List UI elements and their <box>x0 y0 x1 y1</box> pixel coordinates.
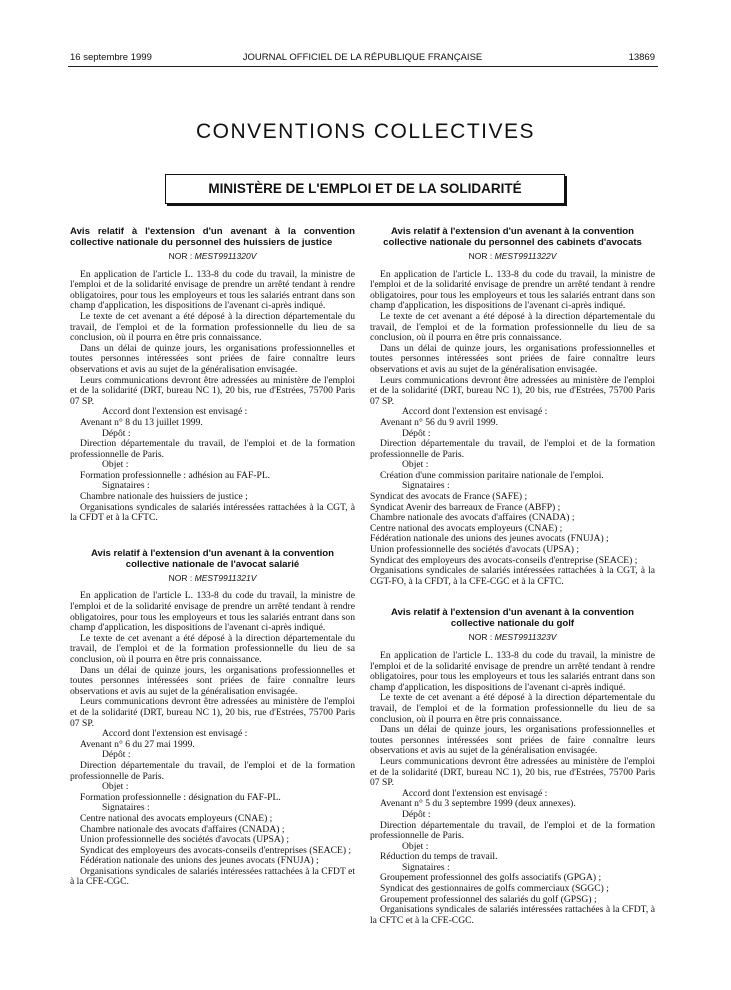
section-title: CONVENTIONS COLLECTIVES <box>195 120 536 143</box>
objet-text: Formation professionnelle : adhésion au FAF-PL. <box>80 469 271 481</box>
signataire-item: Syndicat des avocats de France (SAFE) ; <box>370 491 528 503</box>
signataire-item: Fédération nationale des unions des jeunes avocats (FNUJA) ; <box>80 855 319 867</box>
right-column <box>370 226 655 926</box>
article-title: Avis relatif à l'extension d'un avenant à la convention collective nationale du golf <box>390 607 635 630</box>
paragraph: Le texte de cet avenant a été déposé à la direction départementale du travail, de l'emploi et de la formation professionnelle du lieu de sa conclusion, où il pourra en être pris connaissance. <box>70 310 355 344</box>
article-huissiers <box>70 226 355 524</box>
header-page-number: 13869 <box>628 52 655 63</box>
article-title: Avis relatif à l'extension d'un avenant à la convention collective nationale de l'avocat salarié <box>90 547 335 570</box>
objet-label: Objet : <box>402 459 429 471</box>
depot-label: Dépôt : <box>102 427 131 439</box>
signataire-item: Centre national des avocats employeurs (CNAE) ; <box>370 522 563 534</box>
objet-text: Réduction du temps de travail. <box>380 851 498 863</box>
paragraph: Dans un délai de quinze jours, les organisations professionnelles et toutes personnes intéressées sont priées de faire connaître leurs observations et avis au sujet de la généralisation envisagée. <box>70 664 355 697</box>
signataire-item: Syndicat des employeurs des avocats-conseils d'entreprise (SEACE) ; <box>370 554 638 566</box>
left-column <box>70 226 355 888</box>
objet-label: Objet : <box>102 781 129 793</box>
signataire-item: Organisations syndicales de salariés intéressées rattachées à la CGT, à la CGT-FO, à la CFDT, à la CFE-CGC et à la CFTC. <box>370 565 655 587</box>
nor-reference: NOR : MEST9911320V <box>168 251 257 261</box>
paragraph: Le texte de cet avenant a été déposé à la direction départementale du travail, de l'emploi et de la formation professionnelle du lieu de sa conclusion, où il pourra en être pris connaissance. <box>370 692 655 725</box>
signataire-item: Organisations syndicales de salariés intéressées rattachées à la CGT, à la CFDT et à la CFTC. <box>70 501 355 524</box>
signataire-item: Chambre nationale des avocats d'affaires (CNADA) ; <box>80 823 285 835</box>
signataires-label: Signataires : <box>402 480 450 492</box>
signataires-label: Signataires : <box>402 861 450 873</box>
paragraph: Le texte de cet avenant a été déposé à la direction départementale du travail, de l'emploi et de la formation professionnelle du lieu de sa conclusion, où il pourra en être pris connaissance. <box>370 310 655 344</box>
article-title: Avis relatif à l'extension d'un avenant à la convention collective nationale du personnel des cabinets d'avocats <box>383 226 642 248</box>
article-golf <box>370 607 655 926</box>
avenant-line: Avenant n° 6 du 27 mai 1999. <box>80 738 195 750</box>
depot-text: Direction départementale du travail, de l'emploi et de la formation professionnelle de Paris. <box>370 438 655 460</box>
nor-reference: NOR : MEST9911321V <box>168 572 257 583</box>
avenant-line: Avenant n° 8 du 13 juillet 1999. <box>80 416 203 428</box>
signataire-item: Fédération nationale des unions des jeunes avocats (FNUJA) ; <box>370 533 609 545</box>
objet-text: Création d'une commission paritaire nationale de l'emploi. <box>380 469 604 481</box>
signataires-label: Signataires : <box>102 480 150 492</box>
accord-label: Accord dont l'extension est envisagé : <box>402 787 548 799</box>
signataires-label: Signataires : <box>102 802 150 814</box>
avenant-line: Avenant n° 5 du 3 septembre 1999 (deux annexes). <box>380 798 576 810</box>
accord-label: Accord dont l'extension est envisagé : <box>102 406 248 418</box>
nor-reference: NOR : MEST9911323V <box>468 632 557 643</box>
paragraph: En application de l'article L. 133-8 du code du travail, la ministre de l'emploi et de la solidarité envisage de prendre un arrêté tendant à rendre obligatoires, pour tous les employeurs et tous les salariés entrant dans son champ d'application, les dispositions de l'avenant ci-après indiqué. <box>370 650 655 693</box>
depot-text: Direction départementale du travail, de l'emploi et de la formation professionnelle de Paris. <box>70 438 355 460</box>
paragraph: Leurs communications devront être adressées au ministère de l'emploi et de la solidarité (DRT, bureau NC 1), 20 bis, rue d'Estrées, 75700 Paris 07 SP. <box>370 374 655 407</box>
depot-text: Direction départementale du travail, de l'emploi et de la formation professionnelle de Paris. <box>370 819 655 842</box>
article-cabinets-avocats <box>370 226 655 587</box>
paragraph: Leurs communications devront être adressées au ministère de l'emploi et de la solidarité (DRT, bureau NC 1), 20 bis, rue d'Estrées, 75700 Paris 07 SP. <box>70 374 355 407</box>
article-avocat-salarie <box>70 548 355 888</box>
nor-reference: NOR : MEST9911322V <box>468 251 557 261</box>
signataire-item: Groupement professionnel des salariés du golf (GPSG) ; <box>380 893 597 905</box>
avenant-line: Avenant n° 56 du 9 avril 1999. <box>380 416 498 428</box>
paragraph: Le texte de cet avenant a été déposé à la direction départementale du travail, de l'emploi et de la formation professionnelle du lieu de sa conclusion, où il pourra en être pris connaissance. <box>70 632 355 665</box>
header-rule <box>68 66 658 67</box>
ministry-box: MINISTÈRE DE L'EMPLOI ET DE LA SOLIDARITÉ <box>165 174 565 204</box>
paragraph: Leurs communications devront être adressées au ministère de l'emploi et de la solidarité (DRT, bureau NC 1), 20 bis, rue d'Estrées, 75700 Paris 07 SP. <box>370 755 655 789</box>
signataire-item: Organisations syndicales de salariés intéressées rattachées à la CFDT et à la CFE-CGC. <box>70 865 355 888</box>
article-title: Avis relatif à l'extension d'un avenant à la convention collective nationale du personnel des huissiers de justice <box>70 226 355 248</box>
paragraph: En application de l'article L. 133-8 du code du travail, la ministre de l'emploi et de la solidarité envisage de prendre un arrêté tendant à rendre obligatoires, pour tous les employeurs et tous les salariés entrant dans son champ d'application, les dispositions de l'avenant ci-après indiqué. <box>70 268 355 312</box>
signataire-item: Syndicat des employeurs des avocats-conseils d'entreprises (SEACE) ; <box>80 844 352 856</box>
paragraph: Dans un délai de quinze jours, les organisations professionnelles et toutes personnes intéressées sont priées de faire connaître leurs observations et avis au sujet de la généralisation envisagée. <box>70 342 355 375</box>
signataire-item: Centre national des avocats employeurs (CNAE) ; <box>80 812 273 824</box>
accord-label: Accord dont l'extension est envisagé : <box>102 728 248 740</box>
depot-label: Dépôt : <box>102 749 131 761</box>
signataire-item: Union professionnelle des sociétés d'avocats (UPSA) ; <box>80 834 290 846</box>
objet-text: Formation professionnelle : désignation du FAF-PL. <box>80 791 281 803</box>
running-header <box>70 52 655 66</box>
objet-label: Objet : <box>102 459 129 471</box>
signataire-item: Chambre nationale des avocats d'affaires (CNADA) ; <box>370 512 575 524</box>
signataire-item: Chambre nationale des huissiers de justice ; <box>80 491 248 503</box>
depot-label: Dépôt : <box>402 808 431 820</box>
paragraph: Dans un délai de quinze jours, les organisations professionnelles et toutes personnes intéressées sont priées de faire connaître leurs observations et avis au sujet de la généralisation envisagée. <box>370 342 655 375</box>
paragraph: En application de l'article L. 133-8 du code du travail, la ministre de l'emploi et de la solidarité envisage de prendre un arrêté tendant à rendre obligatoires, pour tous les employeurs et tous les salariés entrant dans son champ d'application, les dispositions de l'avenant ci-après indiqué. <box>70 590 355 634</box>
paragraph: Leurs communications devront être adressées au ministère de l'emploi et de la solidarité (DRT, bureau NC 1), 20 bis, rue d'Estrées, 75700 Paris 07 SP. <box>70 696 355 729</box>
signataire-item: Groupement professionnel des golfs associatifs (GPGA) ; <box>380 872 602 884</box>
signataire-item: Syndicat Avenir des barreaux de France (ABFP) ; <box>370 501 561 513</box>
signataire-item: Syndicat des gestionnaires de golfs commerciaux (SGGC) ; <box>380 883 609 895</box>
depot-text: Direction départementale du travail, de l'emploi et de la formation professionnelle de Paris. <box>70 759 355 782</box>
signataire-item: Union professionnelle des sociétés d'avocats (UPSA) ; <box>370 544 580 556</box>
header-date: 16 septembre 1999 <box>70 52 152 63</box>
objet-label: Objet : <box>402 840 429 852</box>
depot-label: Dépôt : <box>402 427 431 439</box>
accord-label: Accord dont l'extension est envisagé : <box>402 406 548 418</box>
paragraph: En application de l'article L. 133-8 du code du travail, la ministre de l'emploi et de la solidarité envisage de prendre un arrêté tendant à rendre obligatoires, pour tous les employeurs et tous les salariés entrant dans son champ d'application, les dispositions de l'avenant ci-après indiqué. <box>370 268 655 312</box>
header-journal-title: JOURNAL OFFICIEL DE LA RÉPUBLIQUE FRANÇAISE <box>242 52 483 63</box>
paragraph: Dans un délai de quinze jours, les organisations professionnelles et toutes personnes intéressées sont priées de faire connaître leurs observations et avis au sujet de la généralisation envisagée. <box>370 724 655 757</box>
signataire-item: Organisations syndicales de salariés intéressées rattachées à la CFDT, à la CFTC et à la CFE-CGC. <box>370 904 655 926</box>
